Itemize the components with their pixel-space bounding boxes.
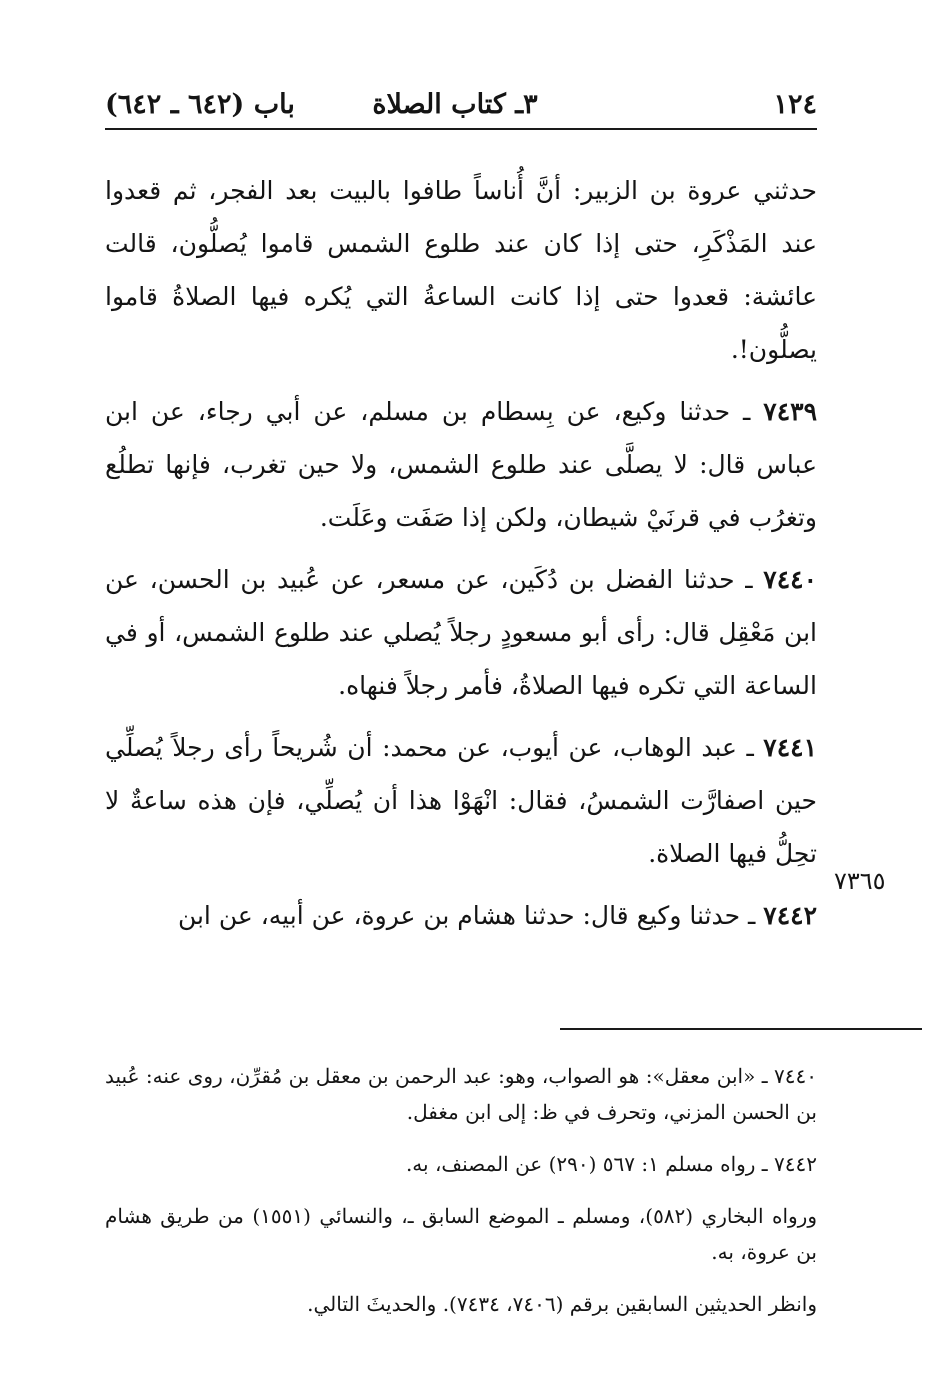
footnote-7440: ٧٤٤٠ ـ «ابن معقل»: هو الصواب، وهو: عبد الرحمن بن معقل بن مُقرِّن، روى عنه: عُبيد بن الحسن المزني، وتحرف في ظ: إلى ابن مغفل.: [105, 1064, 817, 1124]
footnote-rule: [560, 1028, 922, 1030]
hadith-7439: [105, 385, 817, 544]
hadith-text: ـ حدثنا وكيع، عن بِسطام بن مسلم، عن أبي رجاء، عن ابن عباس قال: لا يصلَّى عند طلوع الشمس، ولا حين تغرب، فإنها تطلُع وتغرُب في قرنَيْ شيطان، ولكن إذا صَفَت وعَلَت.: [105, 397, 817, 532]
main-text: [105, 164, 817, 942]
footnote-7442: ٧٤٤٢ ـ رواه مسلم ١: ٥٦٧ (٢٩٠) عن المصنف، به.: [405, 1152, 817, 1176]
margin-number: ٧٣٦٥: [834, 867, 886, 895]
header-rule: [105, 128, 817, 130]
hadith-7441: [105, 721, 817, 880]
book-page: [105, 70, 817, 1340]
hadith-text: ـ عبد الوهاب، عن أيوب، عن محمد: أن شُريحاً رأى رجلاً يُصلِّي حين اصفارَّت الشمسُ، فقال: انْهَوْا هذا أن يُصلِّي، فإن هذه ساعةٌ لا تحِلُّ فيها الصلاة.: [105, 733, 817, 868]
book-title: ٣ـ كتاب الصلاة: [372, 89, 538, 120]
hadith-7440: [105, 553, 817, 712]
hadith-text: ـ حدثنا وكيع قال: حدثنا هشام بن عروة، عن أبيه، عن ابن: [177, 901, 756, 930]
intro-paragraph: حدثني عروة بن الزبير: أنَّ أُناساً طافوا بالبيت بعد الفجر، ثم قعدوا عند المَذْكَرِ، حتى إذا كان عند طلوع الشمس قاموا يُصلُّون، قالت عائشة: قعدوا حتى إذا كانت الساعةُ التي يُكره فيها الصلاةُ قاموا يصلُّون!.: [105, 176, 817, 364]
hadith-number: ٧٤٤٠: [763, 565, 818, 594]
page-number: ١٢٤: [773, 89, 817, 120]
hadith-7442: [105, 889, 817, 942]
hadith-number: ٧٤٣٩: [763, 397, 817, 426]
footnote-7442-bukhari: ورواه البخاري (٥٨٢)، ومسلم ـ الموضع السابق ـ، والنسائي (١٥٥١) من طريق هشام بن عروة، به.: [105, 1204, 817, 1264]
chapter-title: باب (٦٤٢ ـ ٦٤٢): [105, 89, 295, 120]
footnotes: [105, 1058, 817, 1322]
hadith-number: ٧٤٤١: [763, 733, 817, 762]
footnote-see-also: وانظر الحديثين السابقين برقم (٧٤٠٦، ٧٤٣٤). والحديثَ التالي.: [307, 1292, 817, 1316]
hadith-number: ٧٤٤٢: [763, 901, 817, 930]
page-header: [105, 88, 817, 128]
hadith-text: ـ حدثنا الفضل بن دُكَين، عن مسعر، عن عُبيد بن الحسن، عن ابن مَعْقِل قال: رأى أبو مسعودٍ رجلاً يُصلي عند طلوع الشمس، أو في الساعة التي تكره فيها الصلاةُ، فأمر رجلاً فنهاه.: [105, 565, 817, 700]
